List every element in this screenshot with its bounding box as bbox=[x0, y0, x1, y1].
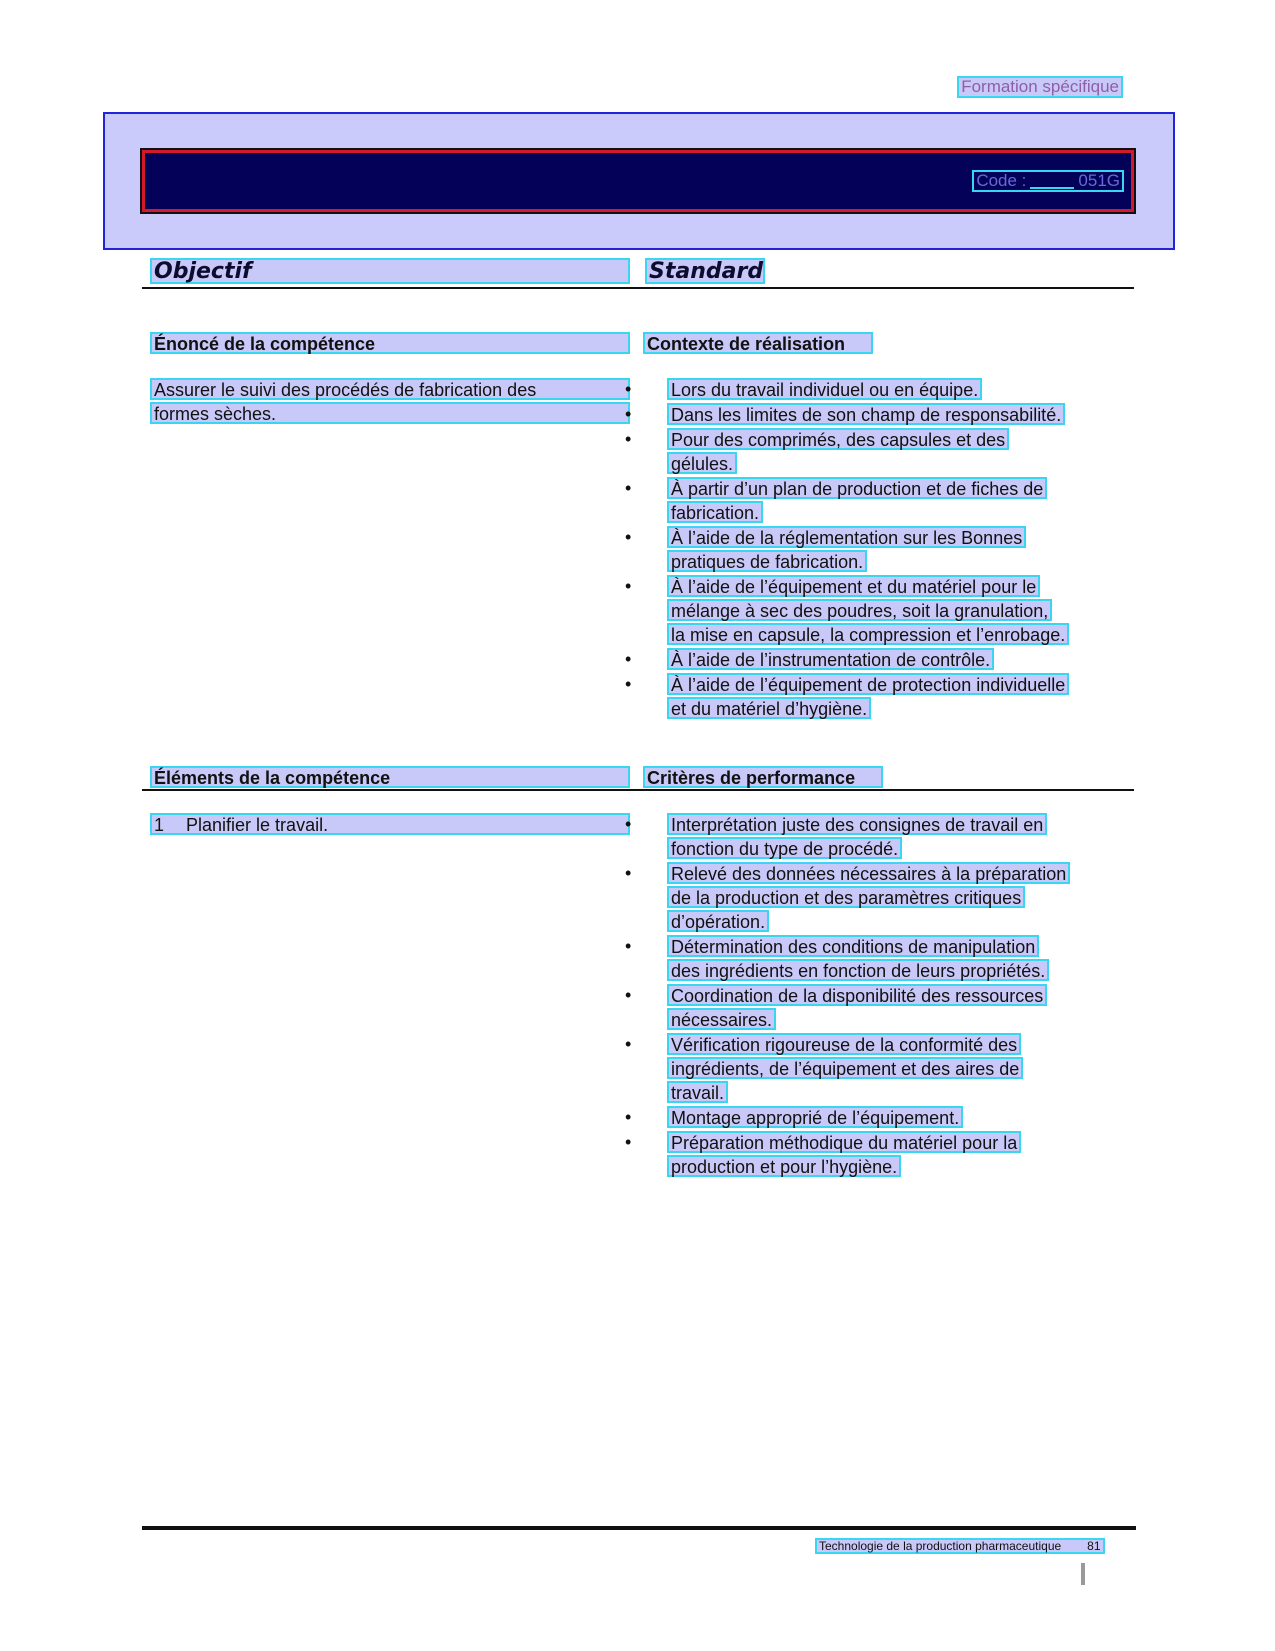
contexte-list bbox=[625, 378, 1069, 722]
program-label: Formation spécifique bbox=[957, 76, 1123, 98]
bullet-icon: • bbox=[625, 814, 632, 834]
bullet-icon: • bbox=[625, 379, 632, 399]
header-bar bbox=[142, 150, 1134, 212]
criteres-item-line: Vérification rigoureuse de la conformité des bbox=[667, 1033, 1021, 1055]
bullet-icon: • bbox=[625, 527, 632, 547]
bullet-icon: • bbox=[625, 576, 632, 596]
footer-title: Technologie de la production pharmaceutique bbox=[819, 1539, 1062, 1553]
criteres-item-line: Relevé des données nécessaires à la préparation bbox=[667, 862, 1070, 884]
criteres-item bbox=[625, 935, 1070, 981]
contexte-item-line: Pour des comprimés, des capsules et des bbox=[667, 428, 1009, 450]
standard-title: Standard bbox=[645, 258, 765, 284]
criteres-item-line: production et pour l’hygiène. bbox=[667, 1155, 901, 1177]
bullet-icon: • bbox=[625, 985, 632, 1005]
contexte-item-line: À l’aide de l’équipement de protection individuelle bbox=[667, 673, 1069, 695]
enonce-title: Énoncé de la compétence bbox=[150, 332, 630, 354]
bullet-icon: • bbox=[625, 936, 632, 956]
criteres-item-line: Montage approprié de l’équipement. bbox=[667, 1106, 963, 1128]
criteres-item-line: Coordination de la disponibilité des ressources bbox=[667, 984, 1047, 1006]
contexte-item bbox=[625, 526, 1069, 572]
contexte-item-line: et du matériel d’hygiène. bbox=[667, 697, 871, 719]
bullet-icon: • bbox=[625, 404, 632, 424]
bullet-icon: • bbox=[625, 863, 632, 883]
bullet-icon: • bbox=[625, 478, 632, 498]
code-label: Code : bbox=[976, 171, 1027, 190]
criteres-item-line: des ingrédients en fonction de leurs propriétés. bbox=[667, 959, 1049, 981]
footer-page-number: 81 bbox=[1087, 1539, 1101, 1553]
bullet-icon: • bbox=[625, 1034, 632, 1054]
criteres-item-line: Préparation méthodique du matériel pour la bbox=[667, 1131, 1021, 1153]
criteres-item-line: Détermination des conditions de manipulation bbox=[667, 935, 1039, 957]
contexte-item bbox=[625, 428, 1069, 474]
contexte-title: Contexte de réalisation bbox=[643, 332, 873, 354]
element-item-text: Planifier le travail. bbox=[186, 815, 329, 835]
contexte-item-line: À l’aide de l’équipement et du matériel pour le bbox=[667, 575, 1040, 597]
criteres-item-line: fonction du type de procédé. bbox=[667, 837, 902, 859]
criteres-list bbox=[625, 813, 1070, 1180]
footer-mark bbox=[1081, 1563, 1085, 1585]
title-rule bbox=[142, 287, 1134, 289]
bullet-icon: • bbox=[625, 1132, 632, 1152]
bullet-icon: • bbox=[625, 649, 632, 669]
contexte-item bbox=[625, 403, 1069, 425]
criteres-item-line: de la production et des paramètres critiques bbox=[667, 886, 1025, 908]
enonce-line-1: Assurer le suivi des procédés de fabrication des bbox=[150, 378, 630, 400]
bullet-icon: • bbox=[625, 1107, 632, 1127]
contexte-item-line: pratiques de fabrication. bbox=[667, 550, 867, 572]
element-item bbox=[150, 813, 630, 835]
criteres-title: Critères de performance bbox=[643, 766, 883, 788]
criteres-item bbox=[625, 1033, 1070, 1103]
elements-title: Éléments de la compétence bbox=[150, 766, 630, 788]
contexte-item-line: À l’aide de la réglementation sur les Bonnes bbox=[667, 526, 1026, 548]
criteres-item bbox=[625, 813, 1070, 859]
criteres-item-line: nécessaires. bbox=[667, 1008, 776, 1030]
contexte-item bbox=[625, 575, 1069, 645]
criteres-item-line: ingrédients, de l’équipement et des aires de bbox=[667, 1057, 1023, 1079]
criteres-item-line: d’opération. bbox=[667, 910, 769, 932]
criteres-item bbox=[625, 1131, 1070, 1177]
contexte-item bbox=[625, 477, 1069, 523]
contexte-item-line: la mise en capsule, la compression et l’enrobage. bbox=[667, 623, 1069, 645]
criteres-item-line: Interprétation juste des consignes de travail en bbox=[667, 813, 1047, 835]
contexte-item-line: À partir d’un plan de production et de fiches de bbox=[667, 477, 1047, 499]
contexte-item-line: mélange à sec des poudres, soit la granulation, bbox=[667, 599, 1052, 621]
contexte-item bbox=[625, 378, 1069, 400]
footer-rule bbox=[142, 1526, 1136, 1530]
element-item-number: 1 bbox=[154, 815, 165, 835]
contexte-item bbox=[625, 648, 1069, 670]
bullet-icon: • bbox=[625, 429, 632, 449]
code-line bbox=[972, 170, 1124, 192]
footer-text bbox=[815, 1538, 1105, 1554]
criteres-item bbox=[625, 862, 1070, 932]
enonce-line-2: formes sèches. bbox=[150, 402, 630, 424]
code-value: 051G bbox=[1078, 171, 1120, 190]
criteres-item bbox=[625, 1106, 1070, 1128]
bullet-icon: • bbox=[625, 674, 632, 694]
contexte-item-line: Lors du travail individuel ou en équipe. bbox=[667, 378, 982, 400]
objectif-title: Objectif bbox=[150, 258, 630, 284]
contexte-item-line: Dans les limites de son champ de responsabilité. bbox=[667, 403, 1065, 425]
contexte-item-line: fabrication. bbox=[667, 501, 763, 523]
contexte-item bbox=[625, 673, 1069, 719]
contexte-item-line: gélules. bbox=[667, 452, 737, 474]
criteres-item bbox=[625, 984, 1070, 1030]
contexte-item-line: À l’aide de l’instrumentation de contrôle. bbox=[667, 648, 994, 670]
code-separator bbox=[1030, 173, 1074, 189]
elements-rule bbox=[142, 789, 1134, 791]
criteres-item-line: travail. bbox=[667, 1081, 728, 1103]
